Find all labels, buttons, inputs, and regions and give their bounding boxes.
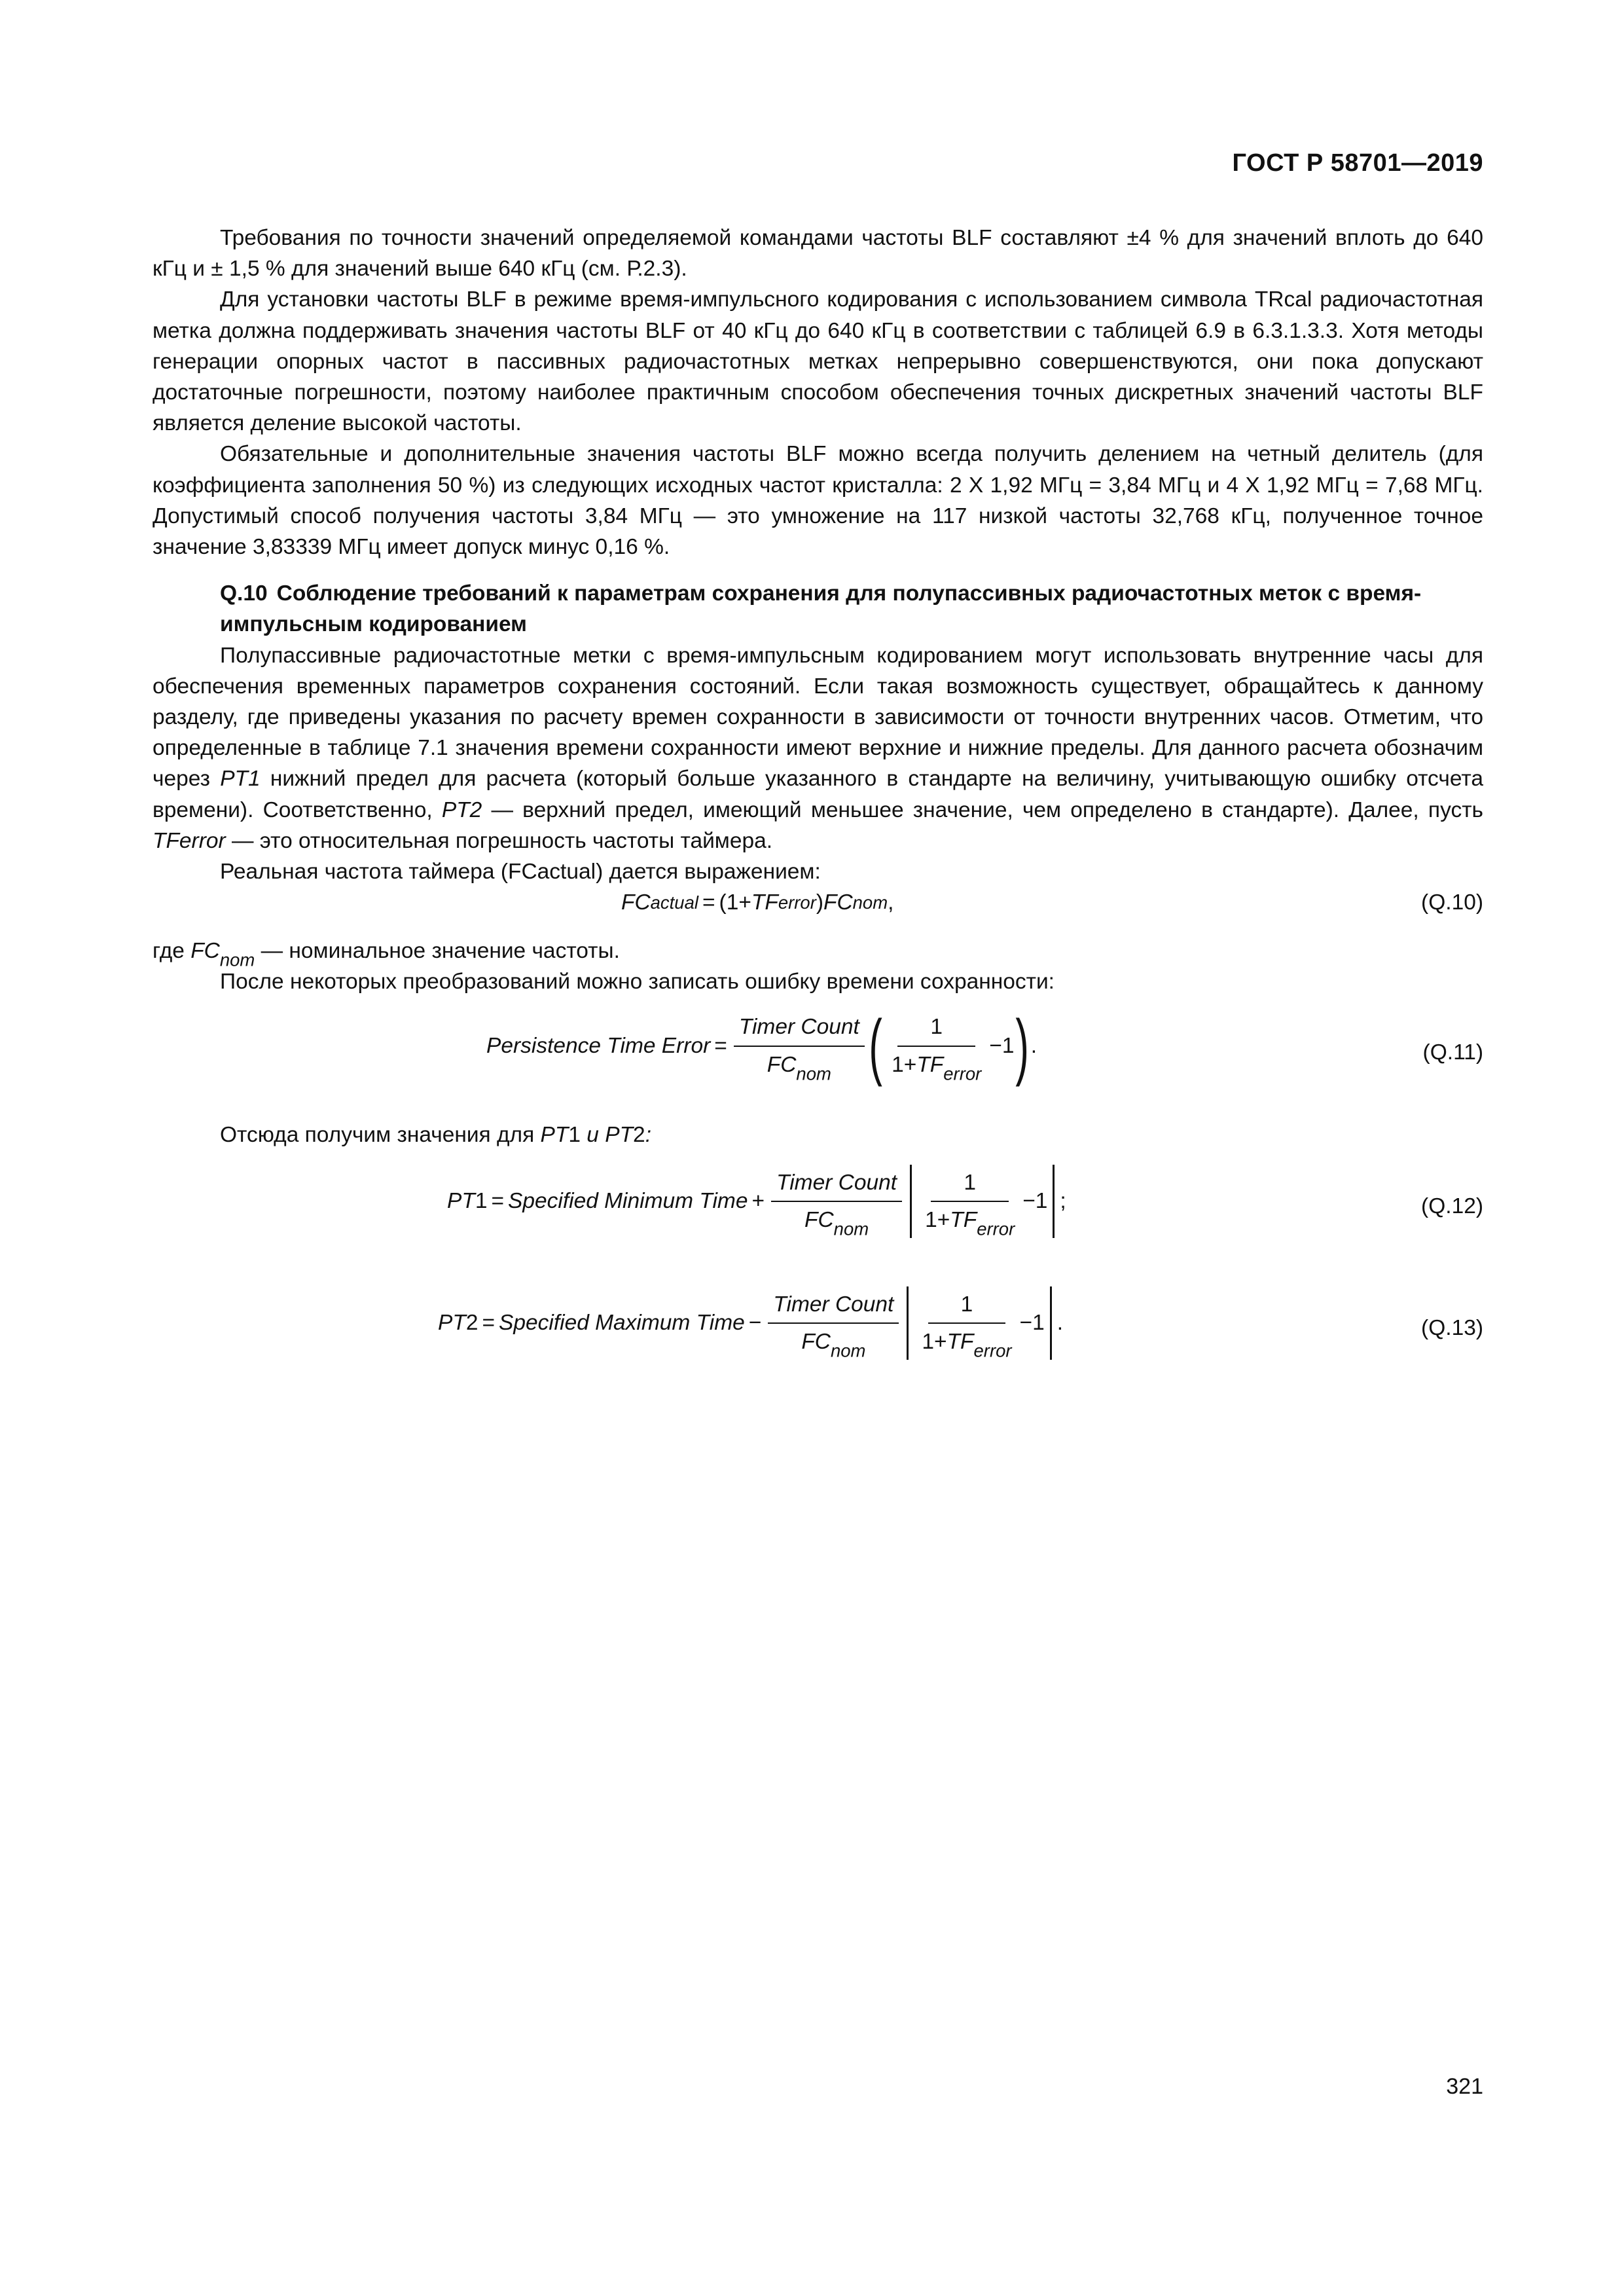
paragraph-7: После некоторых преобразований можно записать ошибку времени сохранности: [220, 970, 1055, 994]
document-header: ГОСТ Р 58701—2019 [1232, 149, 1483, 177]
pt1-symbol: PT1 [220, 767, 261, 792]
equation-q12-body: PT 1 = Specified Minimum Time + $\frac{\text{Timer Count}}{FC_{nom}}$ $\frac{1}{1+TF_{error}}$ −1 ; [447, 1165, 1066, 1238]
equation-q13 [153, 1286, 1483, 1372]
abs-bar-left [907, 1286, 909, 1360]
page-number: 321 [1446, 2074, 1483, 2099]
fraction-one-over: $\frac{1}{1+TF_{error}}$ [886, 1011, 986, 1080]
equation-q13-number: (Q.13) [1421, 1315, 1483, 1340]
paragraph-2: Для установки частоты BLF в режиме время-импульсного кодирования с использованием символа TRcal радиочастотная метка должна поддерживать значения частоты BLF от 40 кГц до 640 кГц в соответствии с таблицей 6.9 в 6.3.1.3.3. Хотя методы генерации опорных частот в пассивных радиочастотных метках непрерывно совершенствуются, они пока допускают достаточные погрешности, поэтому наиболее практичным способом обеспечения точных дискретных значений частоты BLF является деление высокой частоты. [153, 287, 1483, 436]
equation-q11-number: (Q.11) [1422, 1040, 1483, 1065]
equation-q11-body: Persistence Time Error = $\frac{\text{Timer Count}}{FC_{nom}}$ ( $\frac{1}{1+TF_{error}}$ −1 ) . [486, 1004, 1038, 1087]
fraction-timer-count: $\frac{\text{Timer Count}}{FC_{nom}}$ [734, 1011, 865, 1080]
paragraph-4: Полупассивные радиочастотные метки с время-импульсным кодированием могут использовать внутренние часы для обеспечения временных параметров сохранения состояний. Если такая возможность существует, обращайтесь к данному разделу, где приведены указания по расчету времен сохранности в зависимости от точности внутренних часов. Отметим, что определенные в таблице 7.1 значения времени сохранности имеют верхние и нижние пределы. Для данного расчета обозначим через PT1 нижний предел для расчета (который больше указанного в стандарте на величину, учитывающую ошибку отсчета времени). Соответственно, PT2 — верхний предел, имеющий меньшее значение, чем определено в стандарте). Далее, пусть TFerror — это относительная погрешность частоты таймера. [153, 643, 1483, 853]
tferror-symbol: TFerror [153, 828, 226, 853]
equation-q10-number: (Q.10) [1421, 890, 1483, 915]
equation-q11 [153, 1004, 1483, 1100]
equation-q13-body: PT 2 = Specified Maximum Time − $\frac{\text{Timer Count}}{FC_{nom}}$ $\frac{1}{1+TF_{error}}$ −1 . [438, 1286, 1063, 1360]
fraction-timer-count: $\frac{\text{Timer Count}}{FC_{nom}}$ [771, 1167, 902, 1235]
pt2-symbol: PT2 [441, 797, 482, 822]
section-title: Соблюдение требований к параметрам сохранения для полупассивных радиочастотных меток с время-импульсным кодированием [220, 581, 1422, 637]
equation-q10-body: FC actual = (1+ TF error ) FC nom , [621, 890, 894, 915]
page-content [153, 223, 1483, 1372]
equation-q12 [153, 1165, 1483, 1250]
section-number: Q.10 [220, 581, 268, 606]
abs-bar-left [910, 1165, 912, 1238]
paragraph-5: Реальная частота таймера (FCactual) дается выражением: [220, 860, 821, 884]
equation-q12-number: (Q.12) [1421, 1194, 1483, 1218]
fraction-timer-count: $\frac{\text{Timer Count}}{FC_{nom}}$ [768, 1289, 899, 1357]
paragraph-1: Требования по точности значений определяемой командами частоты BLF составляют ±4 % для значений вплоть до 640 кГц и ± 1,5 % для значений выше 640 кГц (см. Р.2.3). [153, 226, 1483, 282]
paragraph-8: Отсюда получим значения для PT1 и PT2: [220, 1122, 651, 1147]
paragraph-6: где $FC_{nom}$ — номинальное значение частоты. [153, 939, 620, 970]
paragraph-3: Обязательные и дополнительные значения частоты BLF можно всегда получить делением на четный делитель (для коэффициента заполнения 50 %) из следующих исходных частот кристалла: 2 X 1,92 МГц = 3,84 МГц и 4 X 1,92 МГц = 7,68 МГц. Допустимый способ получения частоты 3,84 МГц — это умножение на 117 низкой частоты 32,768 кГц, полученное точное значение 3,83339 МГц имеет допуск минус 0,16 %. [153, 442, 1483, 560]
abs-bar-right [1053, 1165, 1055, 1238]
fraction-one-over: $\frac{1}{1+TF_{error}}$ [920, 1167, 1020, 1235]
abs-bar-right [1050, 1286, 1052, 1360]
fraction-one-over: $\frac{1}{1+TF_{error}}$ [916, 1289, 1017, 1357]
equation-q10 [153, 887, 1483, 924]
section-heading [153, 578, 1483, 640]
